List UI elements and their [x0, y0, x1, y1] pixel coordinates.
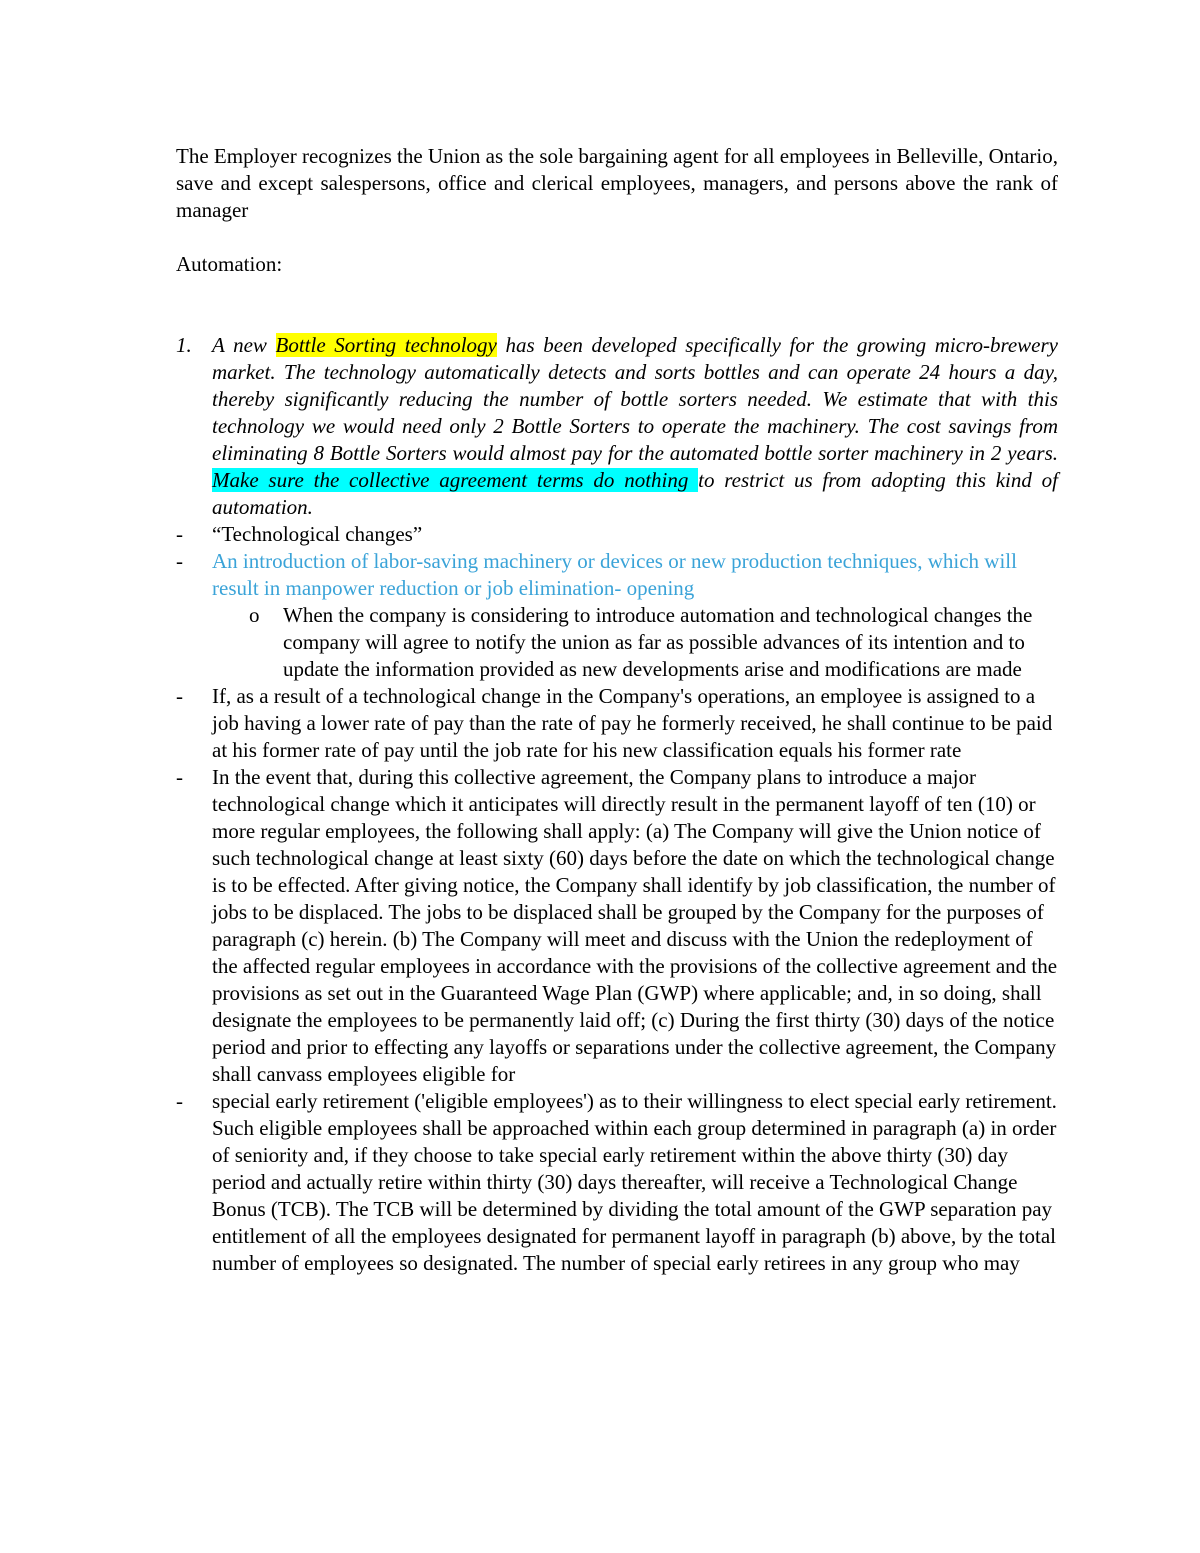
dash-marker: -	[176, 765, 183, 789]
section-heading: Automation:	[176, 252, 283, 276]
sub-item-1	[176, 602, 1058, 683]
cyan-highlight-text: Make sure the collective agreement terms do nothing	[212, 468, 699, 492]
dash-marker: -	[176, 522, 183, 546]
document-page	[176, 143, 1058, 1277]
dash-item-4	[176, 764, 1058, 1088]
dash-marker: -	[176, 1089, 183, 1113]
numbered-item-1	[176, 332, 1058, 521]
dash-item-5	[176, 1088, 1058, 1277]
item-text-part-2: has been developed specifically for the growing micro-brewery market. The technology automatically detects and sorts bottles and can operate 24 hours a day, thereby significantly reducing the number of bottle sorters needed. We estimate that with this technology we would need only 2 Bottle Sorters to operate the machinery. The cost savings from eliminating 8 Bottle Sorters would almost pay for the automated bottle sorter machinery in 2 years.	[212, 333, 1058, 465]
yellow-highlight-text: Bottle Sorting technology	[275, 333, 497, 357]
dash-item-text: special early retirement ('eligible employees') as to their willingness to elect special early retirement. Such eligible employees shall be approached within each group determined in paragraph (a) in order of seniority and, if they choose to take special early retirement within the above thirty (30) day period and actually retire within thirty (30) days thereafter, will receive a Technological Change Bonus (TCB). The TCB will be determined by dividing the total amount of the GWP separation pay entitlement of all the employees designated for permanent layoff in paragraph (b) above, by the total number of employees so designated. The number of special early retirees in any group who may	[212, 1089, 1057, 1275]
dash-item-text: In the event that, during this collective agreement, the Company plans to introduce a major technological change which it anticipates will directly result in the permanent layoff of ten (10) or more regular employees, the following shall apply: (a) The Company will give the Union notice of such technological change at least sixty (60) days before the date on which the technological change is to be effected. After giving notice, the Company shall identify by job classification, the number of jobs to be displaced. The jobs to be displaced shall be grouped by the Company for the purposes of paragraph (c) herein. (b) The Company will meet and discuss with the Union the redeployment of the affected regular employees in accordance with the provisions of the collective agreement and the provisions as set out in the Guaranteed Wage Plan (GWP) where applicable; and, in so doing, shall designate the employees to be permanently laid off; (c) During the first thirty (30) days of the notice period and prior to effecting any layoffs or separations under the collective agreement, the Company shall canvass employees eligible for	[212, 765, 1058, 1086]
item-text-part-3: to restrict us from adopting this kind of automation.	[212, 468, 1058, 519]
automation-list	[176, 332, 1058, 1277]
item-text-part-1: A new	[212, 333, 276, 357]
sub-item-text: When the company is considering to introduce automation and technological changes the company will agree to notify the union as far as possible advances of its intention and to update the information provided as new developments arise and modifications are made	[283, 603, 1033, 681]
dash-marker: -	[176, 549, 183, 573]
intro-paragraph: The Employer recognizes the Union as the sole bargaining agent for all employees in Belleville, Ontario, save and except salespersons, office and clerical employees, managers, and persons above the rank of manager	[176, 144, 1058, 222]
list-number: 1.	[176, 333, 192, 357]
dash-item-3	[176, 683, 1058, 764]
sub-bullet-marker: o	[249, 603, 260, 627]
dash-item-2	[176, 548, 1058, 602]
dash-item-1	[176, 521, 1058, 548]
dash-item-text-blue: An introduction of labor-saving machinery or devices or new production techniques, which will result in manpower reduction or job elimination- opening	[212, 549, 1017, 600]
dash-item-text: “Technological changes”	[212, 522, 423, 546]
dash-marker: -	[176, 684, 183, 708]
dash-item-text: If, as a result of a technological change in the Company's operations, an employee is assigned to a job having a lower rate of pay than the rate of pay he formerly received, he shall continue to be paid at his former rate of pay until the job rate for his new classification equals his former rate	[212, 684, 1053, 762]
